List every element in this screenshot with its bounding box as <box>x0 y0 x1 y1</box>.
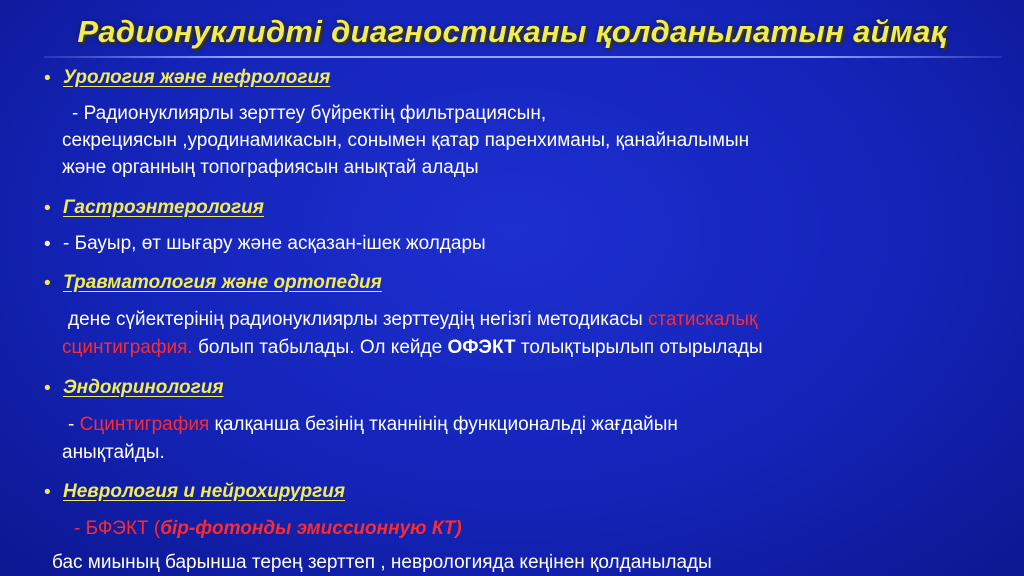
endo-text-1 <box>68 414 678 436</box>
bullet-icon: • <box>44 273 51 294</box>
trauma-text-2-bold: ОФЭКТ <box>447 337 516 358</box>
heading-urology: Урология және нефрология <box>63 67 331 88</box>
endo-text-1-a: - <box>68 414 80 435</box>
trauma-text-1-a: дене сүйектерінің радионуклиярлы зерттеудің негізгі методикасы <box>68 309 649 330</box>
neuro-text-1 <box>74 518 462 540</box>
gastro-text: - Бауыр, өт шығару және асқазан-ішек жолдары <box>63 233 486 254</box>
trauma-text-1 <box>68 309 757 331</box>
heading-endo: Эндокринология <box>63 377 224 398</box>
endo-text-2: анықтайды. <box>62 442 165 463</box>
heading-gastro: Гастроэнтерология <box>63 197 264 218</box>
heading-neuro: Неврология и нейрохирургия <box>63 481 346 502</box>
trauma-text-2 <box>62 337 763 359</box>
neuro-text-1-redbold: бір-фотонды эмиссионную КТ) <box>160 518 462 539</box>
trauma-text-2-b: болып табылады. Ол кейде <box>192 337 448 358</box>
bullet-icon: • <box>44 198 51 219</box>
neuro-text-2: бас миының барынша терең зерттеп , неврологияда кеңінен қолданылады <box>52 552 712 573</box>
urology-text-2: секрециясын ,уродинамикасын, сонымен қатар паренхиманы, қанайналымын <box>62 130 750 151</box>
urology-text-1: - Радионуклиярлы зерттеу бүйректің фильтрациясын, <box>72 103 547 124</box>
trauma-text-2-red: сцинтиграфия. <box>62 337 193 358</box>
title-divider <box>44 56 1002 58</box>
heading-trauma: Травматология және ортопедия <box>63 272 382 293</box>
endo-text-1-red: Сцинтиграфия <box>79 414 210 435</box>
trauma-text-1-red: статискалық <box>648 309 758 330</box>
bullet-icon: • <box>44 68 51 89</box>
neuro-text-1-red: - БФЭКТ ( <box>74 518 161 539</box>
urology-text-3: және органның топографиясын анықтай алады <box>62 157 479 178</box>
trauma-text-2-c: толықтырылып отырылады <box>515 337 763 358</box>
bullet-icon: • <box>44 378 51 399</box>
bullet-icon: • <box>44 234 51 255</box>
slide-title: Радионуклидті диагностиканы қолданылатын аймақ <box>77 14 947 49</box>
endo-text-1-b: қалқанша безінің тканнінің функциональді жағдайын <box>209 414 678 435</box>
bullet-icon: • <box>44 482 51 503</box>
